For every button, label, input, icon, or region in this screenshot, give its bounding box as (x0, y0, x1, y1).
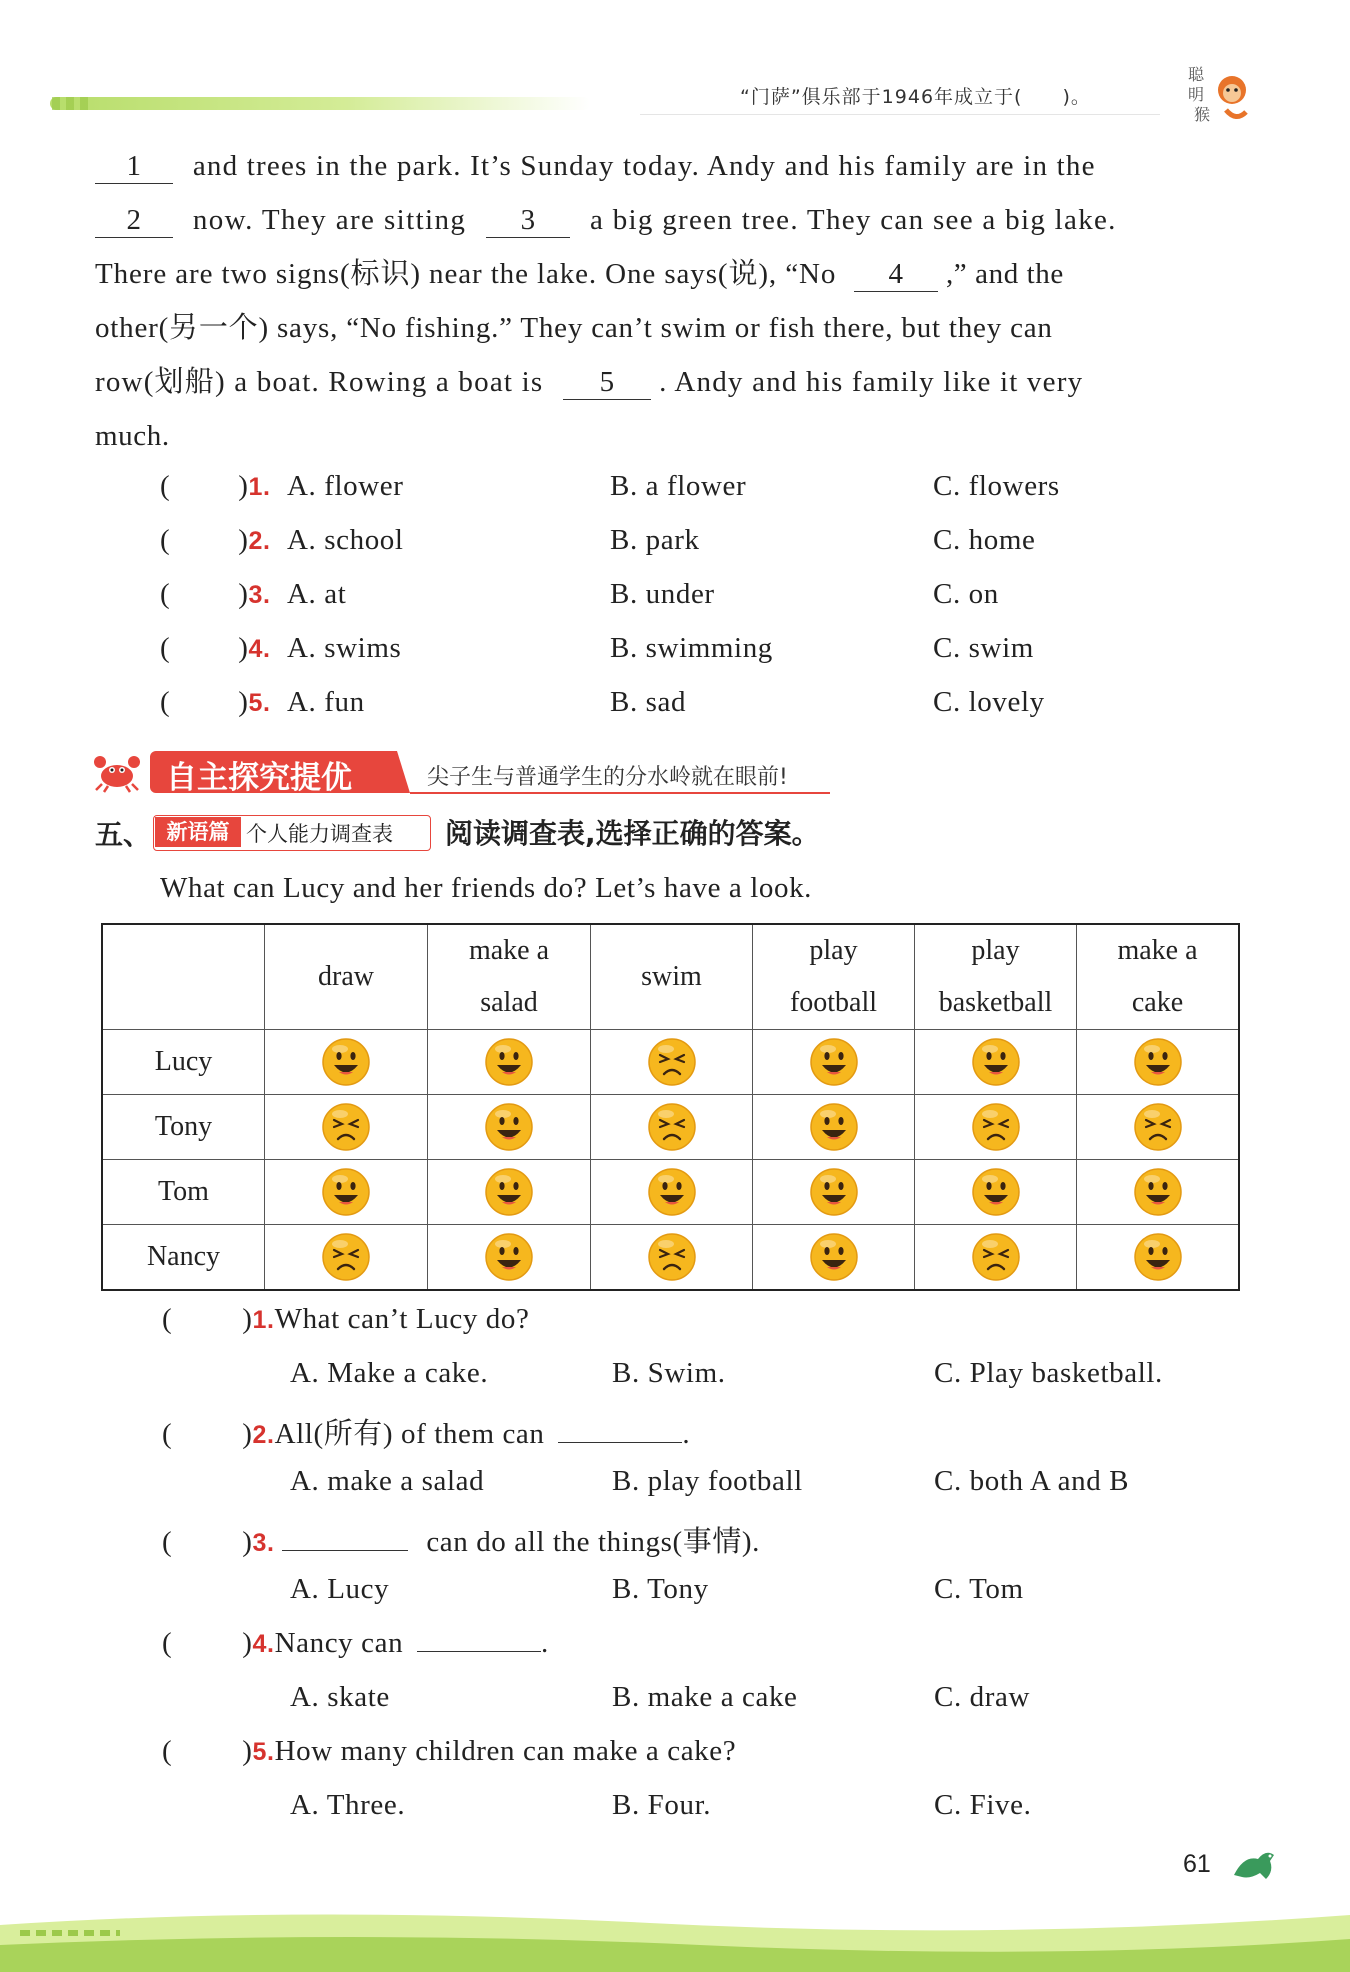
slogan-underline (410, 792, 830, 794)
section-banner-title: 自主探究提优 (166, 760, 352, 796)
answer-blank[interactable] (417, 1651, 541, 1652)
passage-line-5: row(划船) a boat. Rowing a boat is 5 . Andy and his family like it very (95, 366, 1084, 398)
option-b[interactable]: B. a flower (610, 470, 747, 502)
option-c[interactable]: C. Five. (934, 1789, 1032, 1821)
option-c[interactable]: C. draw (934, 1681, 1031, 1713)
survey-intro: What can Lucy and her friends do? Let’s have a look. (160, 872, 813, 904)
dinosaur-icon (1230, 1845, 1278, 1885)
blank-5[interactable]: 5 (563, 365, 651, 400)
option-b[interactable]: B. swimming (610, 632, 773, 664)
option-a[interactable]: A. fun (287, 686, 365, 718)
header-decor-bar (50, 97, 590, 110)
option-a[interactable]: A. skate (290, 1681, 390, 1713)
happy-face-icon (483, 1166, 535, 1218)
sad-face-icon (646, 1101, 698, 1153)
cloze-question-2[interactable]: ( )2. (160, 524, 271, 556)
survey-row (102, 1030, 1239, 1095)
option-c[interactable]: C. swim (933, 632, 1034, 664)
bottom-decor-wave (0, 1885, 1350, 1972)
happy-face-icon (1132, 1036, 1184, 1088)
option-a[interactable]: A. make a salad (290, 1465, 485, 1497)
trivia-question: “门萨”俱乐部于1946年成立于( )。 (740, 86, 1091, 108)
option-b[interactable]: B. park (610, 524, 700, 556)
happy-face-icon (808, 1166, 860, 1218)
option-c[interactable]: C. home (933, 524, 1036, 556)
monkey-logo-icon (1186, 60, 1256, 130)
survey-row (102, 1160, 1239, 1225)
sad-face-icon (646, 1231, 698, 1283)
option-c[interactable]: C. lovely (933, 686, 1045, 718)
section-tag-label: 新语篇 (155, 817, 241, 847)
sad-face-icon (1132, 1101, 1184, 1153)
happy-face-icon (808, 1036, 860, 1088)
happy-face-icon (808, 1101, 860, 1153)
happy-face-icon (483, 1231, 535, 1283)
survey-row (102, 1225, 1239, 1290)
header-cell: swim (591, 924, 753, 1030)
svg-text:猴: 猴 (1194, 105, 1211, 124)
blank-4[interactable]: 4 (854, 257, 938, 292)
happy-face-icon (483, 1036, 535, 1088)
cloze-question-4[interactable]: ( )4. (160, 632, 271, 664)
option-a[interactable]: A. Make a cake. (290, 1357, 489, 1389)
sad-face-icon (320, 1101, 372, 1153)
header-cell: draw (265, 924, 428, 1030)
option-c[interactable]: C. flowers (933, 470, 1060, 502)
crab-icon (92, 750, 142, 794)
option-a[interactable]: A. school (287, 524, 404, 556)
happy-face-icon (1132, 1166, 1184, 1218)
sad-face-icon (646, 1036, 698, 1088)
reading-question-5[interactable]: ( )5.How many children can make a cake? (162, 1735, 737, 1767)
header-rule (640, 114, 1160, 115)
option-b[interactable]: B. make a cake (612, 1681, 798, 1713)
option-a[interactable]: A. Lucy (290, 1573, 390, 1605)
reading-question-1[interactable]: ( )1.What can’t Lucy do? (162, 1303, 530, 1335)
option-b[interactable]: B. Swim. (612, 1357, 726, 1389)
passage-line-2: 2 now. They are sitting 3 a big green tree. They can see a big lake. (95, 193, 1117, 247)
reading-question-3[interactable]: ( )3. can do all the things(事情). (162, 1526, 761, 1558)
row-name: Tom (102, 1160, 265, 1225)
passage-line-3: There are two signs(标识) near the lake. One says(说), “No 4 ,” and the (95, 258, 1064, 290)
reading-question-2[interactable]: ( )2.All(所有) of them can . (162, 1418, 691, 1450)
survey-row (102, 1095, 1239, 1160)
passage-line-6: much. (95, 420, 170, 452)
section-instruction: 阅读调查表,选择正确的答案。 (445, 817, 820, 850)
option-c[interactable]: C. Play basketball. (934, 1357, 1163, 1389)
header-decor-dots (52, 97, 92, 110)
header-cell: make a cake (1077, 924, 1240, 1030)
happy-face-icon (483, 1101, 535, 1153)
option-b[interactable]: B. play football (612, 1465, 803, 1497)
option-a[interactable]: A. at (287, 578, 347, 610)
passage-line-4: other(另一个) says, “No fishing.” They can’t swim or fish there, but they can (95, 312, 1053, 344)
option-a[interactable]: A. flower (287, 470, 404, 502)
row-name: Tony (102, 1095, 265, 1160)
option-c[interactable]: C. on (933, 578, 999, 610)
happy-face-icon (1132, 1231, 1184, 1283)
passage-line-1: 1 and trees in the park. It’s Sunday today. Andy and his family are in the (95, 139, 1096, 193)
happy-face-icon (320, 1036, 372, 1088)
blank-3[interactable]: 3 (486, 203, 570, 238)
happy-face-icon (970, 1036, 1022, 1088)
option-c[interactable]: C. both A and B (934, 1465, 1130, 1497)
svg-text:聪: 聪 (1188, 65, 1205, 84)
section-tag-text: 个人能力调查表 (246, 822, 393, 846)
blank-2[interactable]: 2 (95, 203, 173, 238)
answer-blank[interactable] (558, 1442, 682, 1443)
page-number: 61 (1183, 1850, 1211, 1878)
happy-face-icon (808, 1231, 860, 1283)
reading-question-4[interactable]: ( )4.Nancy can . (162, 1627, 549, 1659)
blank-1[interactable]: 1 (95, 149, 173, 184)
survey-table (101, 923, 1240, 1291)
row-name: Nancy (102, 1225, 265, 1290)
cloze-question-3[interactable]: ( )3. (160, 578, 271, 610)
survey-header-row (102, 924, 1239, 1030)
option-b[interactable]: B. under (610, 578, 715, 610)
cloze-question-1[interactable]: ( )1. (160, 470, 271, 502)
option-b[interactable]: B. Tony (612, 1573, 709, 1605)
corner-cell (102, 924, 265, 1030)
option-b[interactable]: B. sad (610, 686, 687, 718)
option-a[interactable]: A. swims (287, 632, 402, 664)
happy-face-icon (646, 1166, 698, 1218)
section-number: 五、 (95, 818, 152, 851)
header-cell: play basketball (915, 924, 1077, 1030)
section-slogan: 尖子生与普通学生的分水岭就在眼前! (427, 765, 788, 790)
sad-face-icon (320, 1231, 372, 1283)
answer-blank[interactable] (282, 1550, 408, 1551)
option-b[interactable]: B. Four. (612, 1789, 712, 1821)
happy-face-icon (970, 1166, 1022, 1218)
header-cell: play football (753, 924, 915, 1030)
option-a[interactable]: A. Three. (290, 1789, 406, 1821)
sad-face-icon (970, 1101, 1022, 1153)
option-c[interactable]: C. Tom (934, 1573, 1024, 1605)
sad-face-icon (970, 1231, 1022, 1283)
svg-text:明: 明 (1188, 85, 1205, 104)
header-cell: make a salad (428, 924, 591, 1030)
row-name: Lucy (102, 1030, 265, 1095)
cloze-question-5[interactable]: ( )5. (160, 686, 271, 718)
happy-face-icon (320, 1166, 372, 1218)
